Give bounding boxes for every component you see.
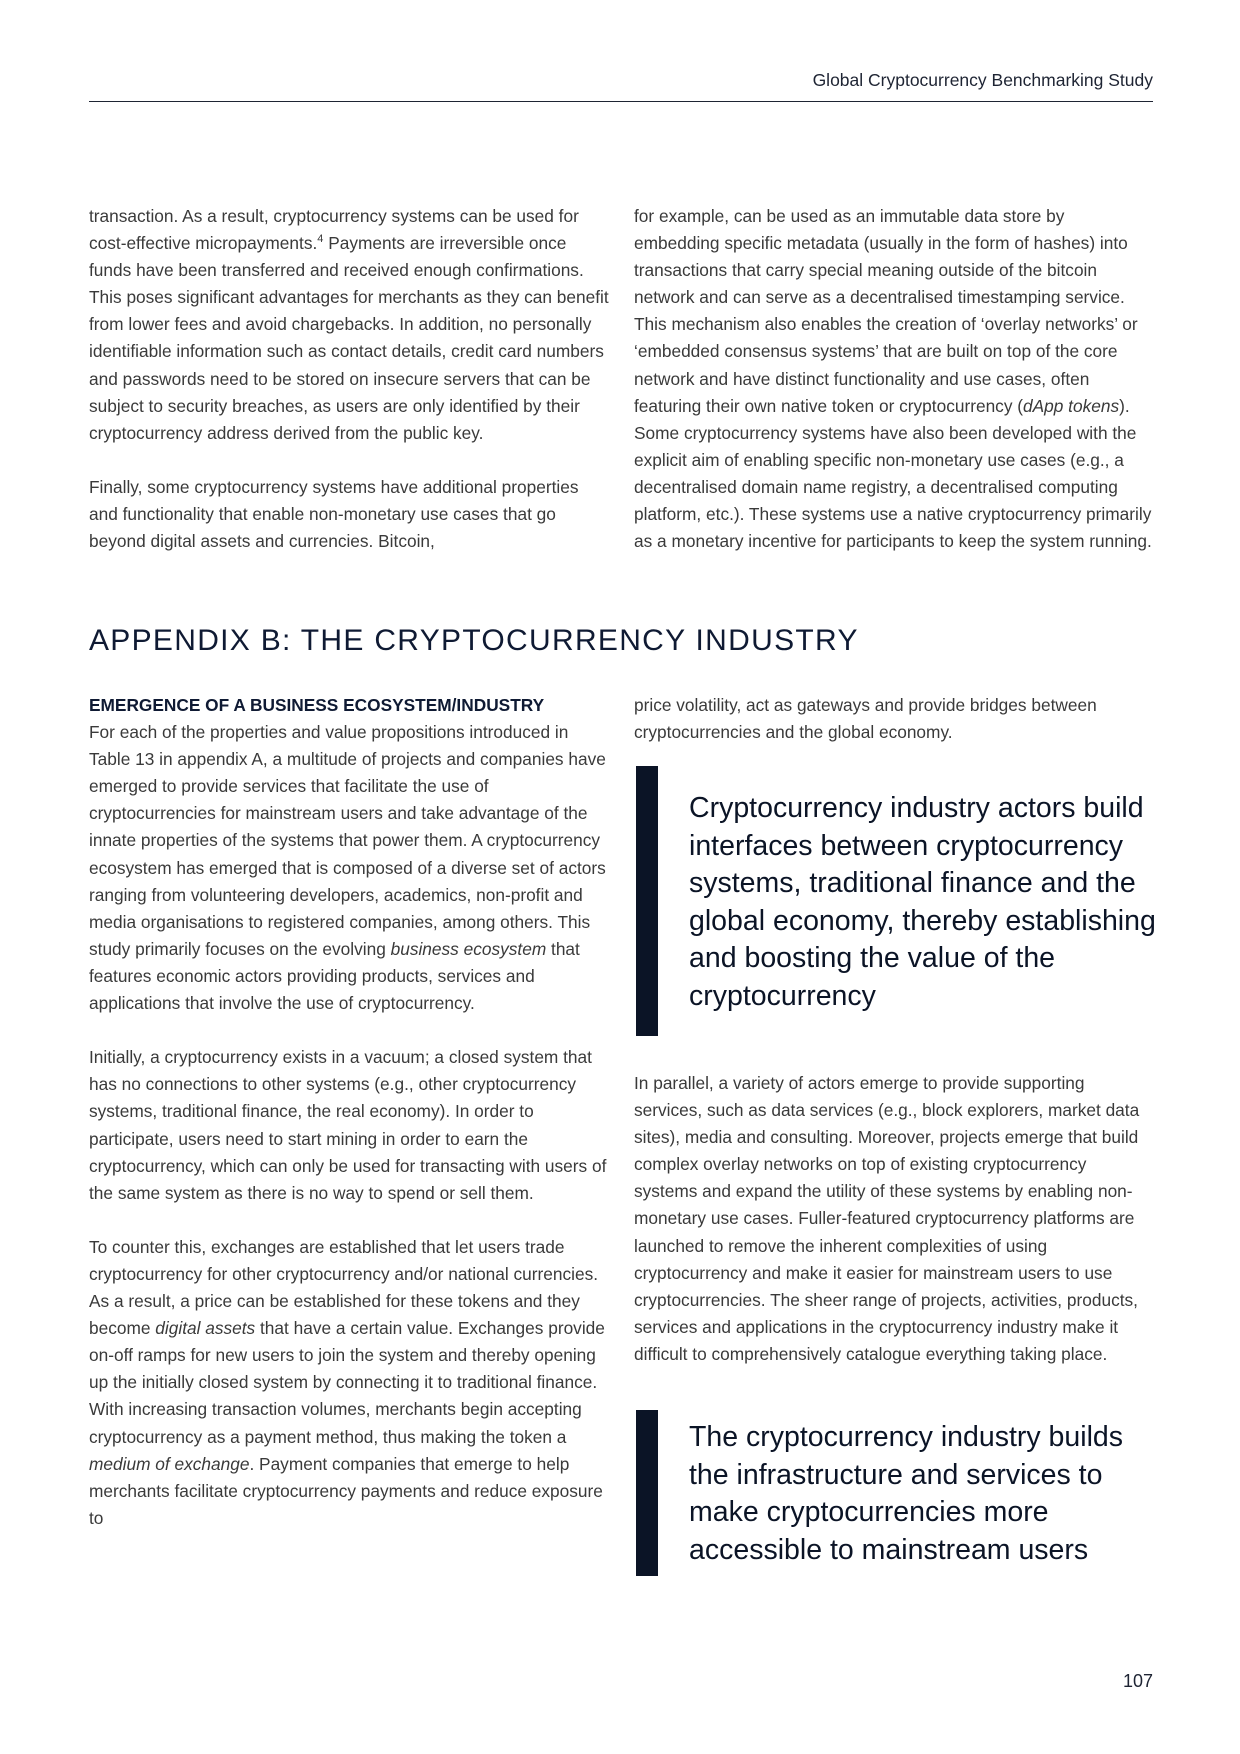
paragraph-text: Payments are irreversible once funds have been transferred and received enough confirmations. This poses significant advantages for merchants as they can benefit from lower fees and avoid chargebacks. In addition, no personally identifiable information such as contact details, credit card numbers and passwords need to be stored on insecure servers that can be subject to security breaches, as users are only identified by their cryptocurrency address derived from the public key. bbox=[89, 233, 609, 443]
pullquote bbox=[636, 1410, 1156, 1576]
paragraph-text: . Payment companies that emerge to help merchants facilitate cryptocurrency payments and reduce exposure to bbox=[89, 1453, 603, 1528]
body-paragraph bbox=[634, 203, 1154, 555]
body-paragraph bbox=[89, 203, 609, 447]
body-paragraph: Finally, some cryptocurrency systems have additional properties and functionality that enable non-monetary use cases that go beyond digital assets and currencies. Bitcoin, bbox=[89, 476, 579, 552]
top-left-column bbox=[89, 203, 609, 555]
body-paragraph: Initially, a cryptocurrency exists in a vacuum; a closed system that has no connections to other systems (e.g., other cryptocurrency systems, traditional finance, the real economy). In order to participate, users need to start mining in order to earn the cryptocurrency, which can only be used for transacting with users of the same system as there is no way to spend or sell them. bbox=[89, 1047, 607, 1203]
paragraph-text: that features economic actors providing products, services and applications that involve the use of cryptocurrency. bbox=[89, 938, 580, 1014]
emphasis-term: business ecosystem bbox=[390, 938, 547, 959]
paragraph-text: for example, can be used as an immutable data store by embedding specific metadata (usually in the form of hashes) into transactions that carry special meaning outside of the bitcoin network and can serve as a decentralised timestamping service. This mechanism also enables the creation of ‘overlay networks’ or ‘embedded consensus systems’ that are built on top of the core network and have distinct functionality and use cases, often featuring their own native token or cryptocurrency ( bbox=[634, 206, 1138, 416]
body-paragraph bbox=[89, 1234, 609, 1532]
paragraph-text: transaction. As a result, cryptocurrency systems can be used for cost-effective micropayments. bbox=[89, 206, 579, 254]
paragraph-text: For each of the properties and value propositions introduced in Table 13 in appendix A, a multitude of projects and companies have emerged to provide services that facilitate the use of cryptocurrencies for mainstream users and take advantage of the innate properties of the systems that power them. A cryptocurrency ecosystem has emerged that is composed of a diverse set of actors ranging from volunteering developers, academics, non-profit and media organisations to registered companies, among others. This study primarily focuses on the evolving bbox=[89, 722, 606, 959]
emphasis-term: digital assets bbox=[155, 1318, 256, 1339]
footnote-reference[interactable]: 4 bbox=[317, 233, 324, 246]
paragraph-text: To counter this, exchanges are established that let users trade cryptocurrency for other cryptocurrency and/or national currencies. As a result, a price can be established for these tokens and they become bbox=[89, 1236, 599, 1339]
body-paragraph: In parallel, a variety of actors emerge to provide supporting services, such as data services (e.g., block explorers, market data sites), media and consulting. Moreover, projects emerge that build complex overlay networks on top of existing cryptocurrency systems and expand the utility of these systems by enabling non-monetary use cases. Fuller-featured cryptocurrency platforms are launched to remove the inherent complexities of using cryptocurrency and make it easier for mainstream users to use cryptocurrencies. The sheer range of projects, activities, products, services and applications in the cryptocurrency industry make it difficult to comprehensively catalogue everything taking place. bbox=[634, 1073, 1140, 1364]
bottom-right-column-bottom bbox=[634, 1070, 1154, 1368]
appendix-title: APPENDIX B: THE CRYPTOCURRENCY INDUSTRY bbox=[89, 624, 859, 657]
page-number: 107 bbox=[1122, 1671, 1153, 1691]
running-header-title: Global Cryptocurrency Benchmarking Study bbox=[812, 70, 1153, 90]
top-right-column bbox=[634, 203, 1154, 555]
pullquote-text: Cryptocurrency industry actors build interfaces between cryptocurrency systems, traditional finance and the global economy, thereby establishing and boosting the value of the cryptocurrency bbox=[689, 792, 1156, 1012]
emphasis-term: dApp tokens bbox=[1023, 395, 1120, 416]
pullquote bbox=[636, 766, 1156, 1036]
running-header bbox=[89, 70, 1153, 102]
pullquote-text: The cryptocurrency industry builds the infrastructure and services to make cryptocurrencies more accessible to mainstream users bbox=[689, 1421, 1124, 1566]
section-subheading: EMERGENCE OF A BUSINESS ECOSYSTEM/INDUSTRY bbox=[89, 695, 545, 715]
body-paragraph: price volatility, act as gateways and provide bridges between cryptocurrencies and the global economy. bbox=[634, 695, 1097, 743]
paragraph-text: that have a certain value. Exchanges provide on-off ramps for new users to join the system and thereby opening up the initially closed system by connecting it to traditional finance. With increasing transaction volumes, merchants begin accepting cryptocurrency as a payment method, thus making the token a bbox=[89, 1318, 605, 1447]
emphasis-term: medium of exchange bbox=[89, 1453, 250, 1474]
paragraph-text: ). Some cryptocurrency systems have also been developed with the explicit aim of enabling specific non-monetary use cases (e.g., a decentralised domain name registry, a decentralised computing platform, etc.). These systems use a native cryptocurrency primarily as a monetary incentive for participants to keep the system running. bbox=[634, 395, 1152, 552]
bottom-right-column-top bbox=[634, 692, 1154, 746]
body-paragraph bbox=[89, 719, 609, 1017]
bottom-left-column bbox=[89, 692, 609, 1532]
